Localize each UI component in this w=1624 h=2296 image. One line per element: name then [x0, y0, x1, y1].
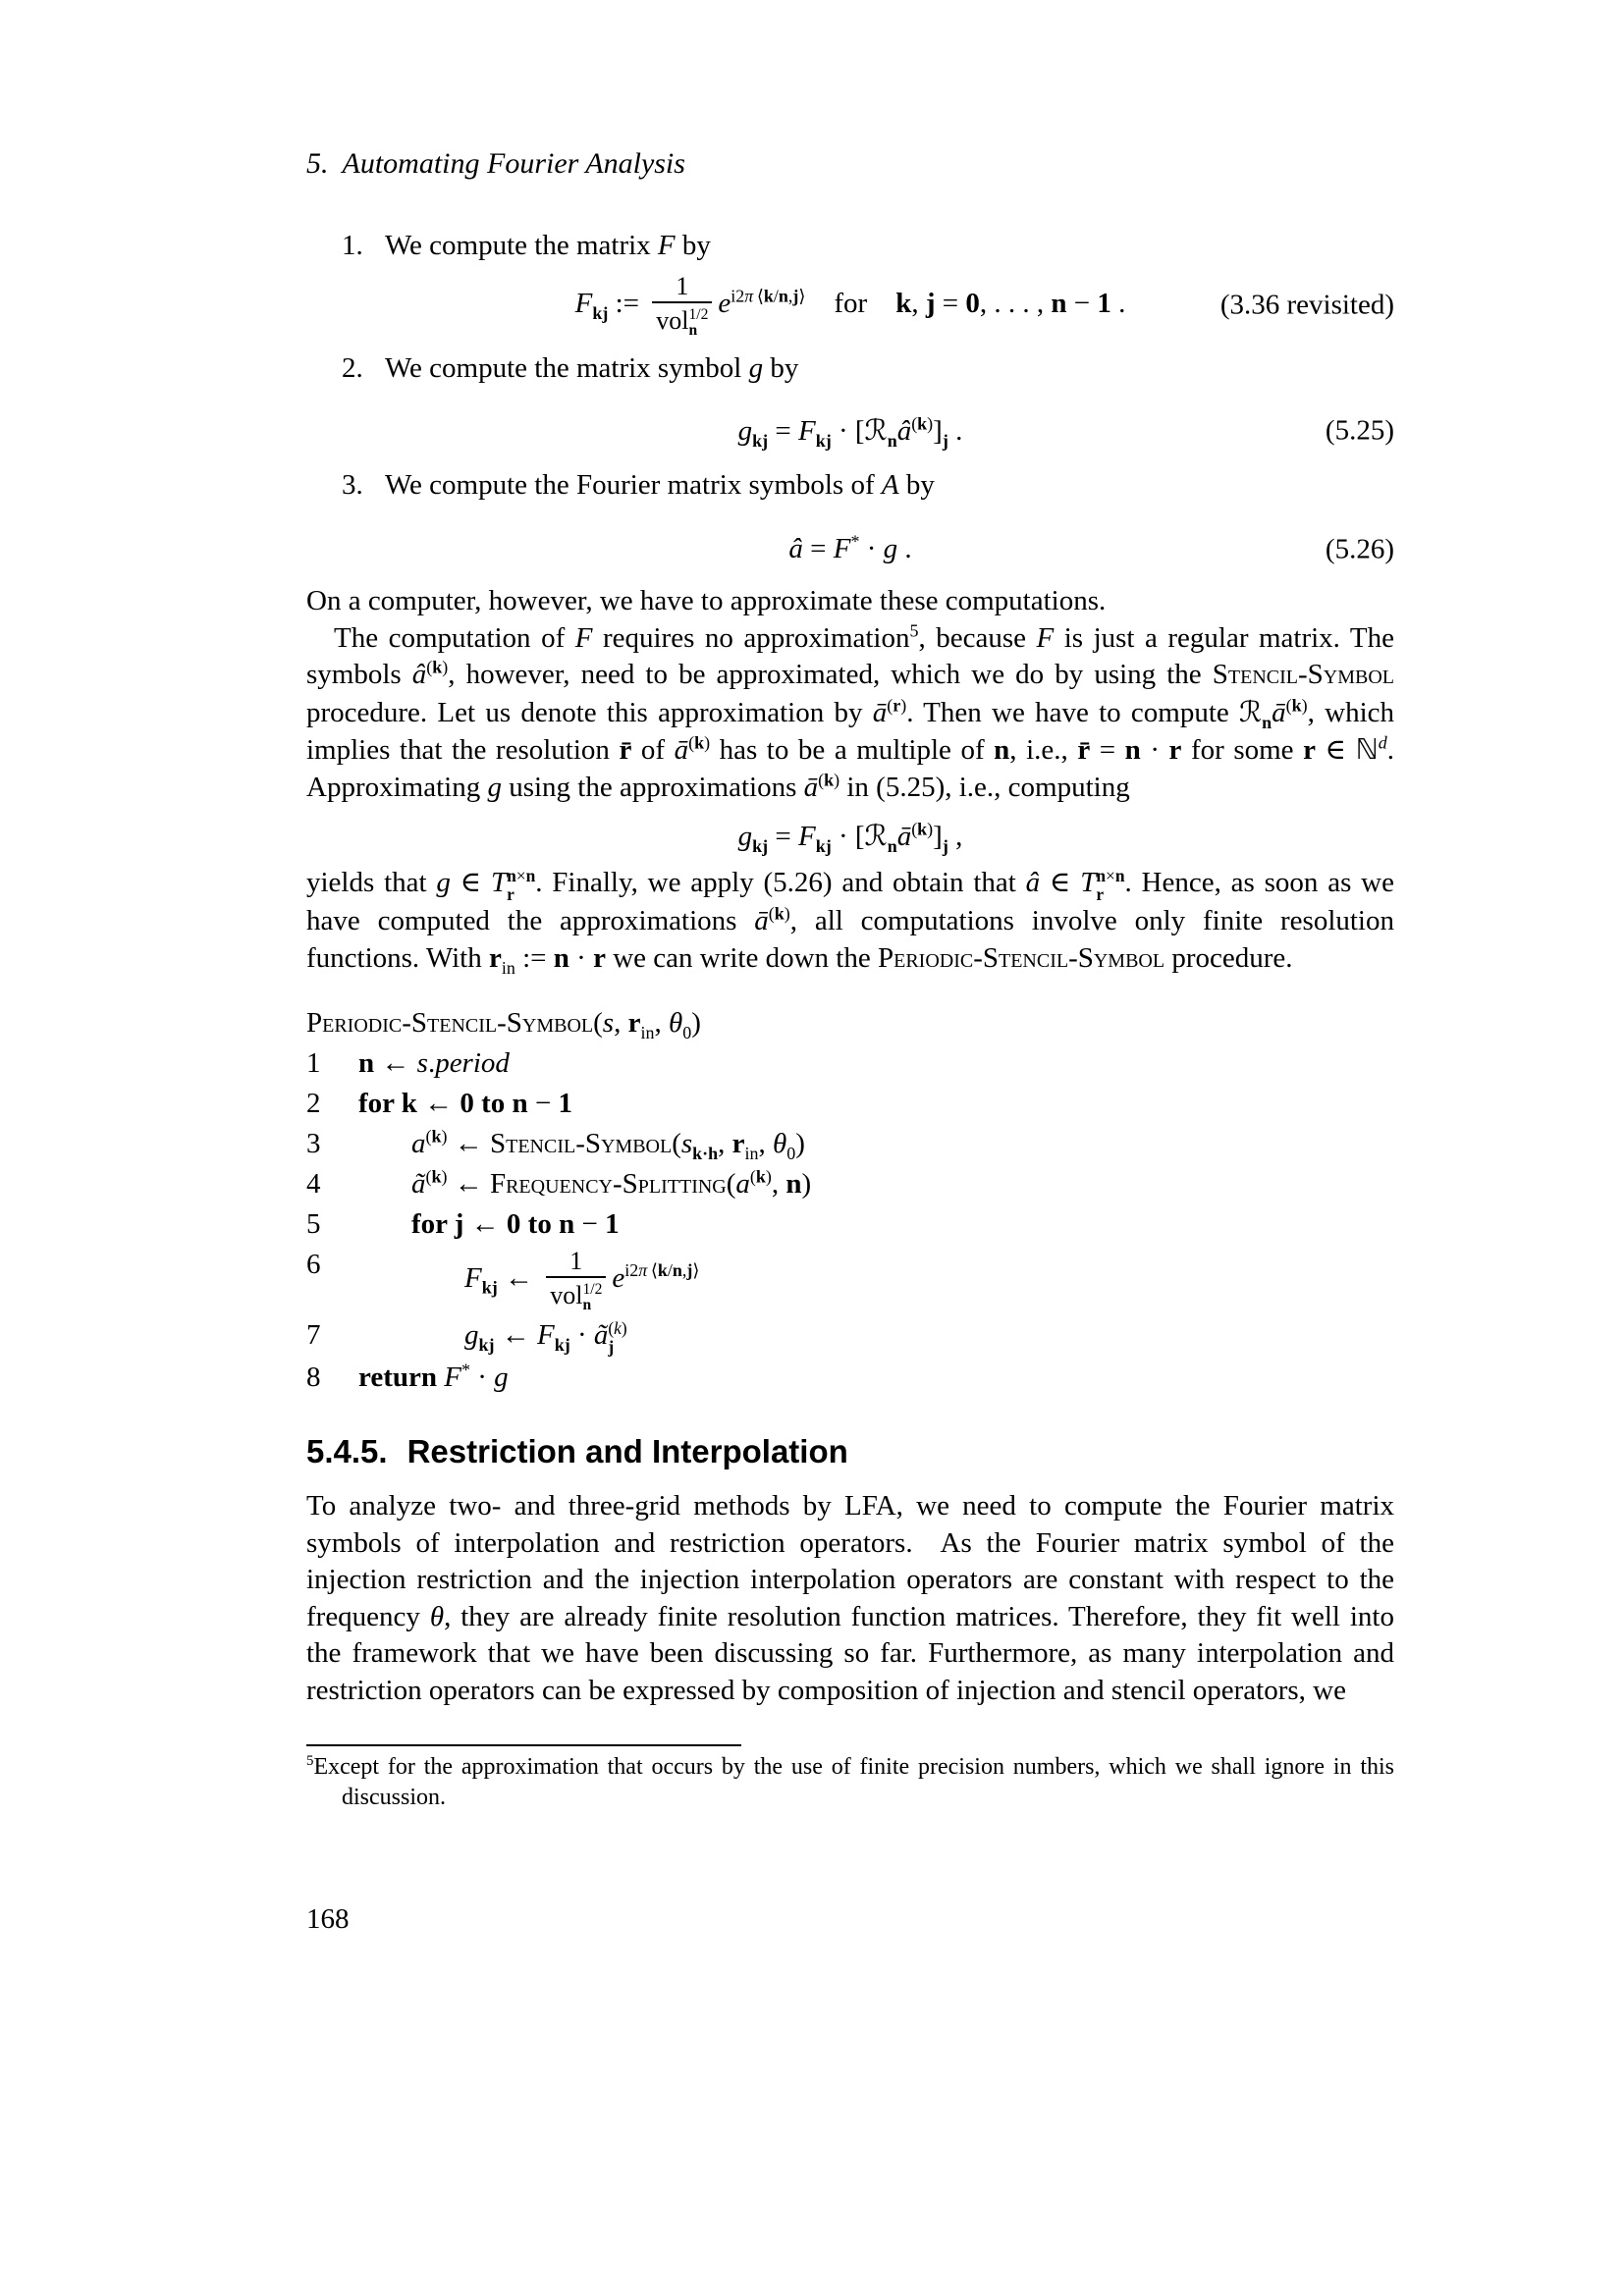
algorithm-line: [306, 1126, 1394, 1162]
page-number: 168: [306, 1903, 350, 1935]
equation-526-body: â = F* · g .: [788, 531, 912, 565]
algorithm-line: [306, 1317, 1394, 1356]
algorithm-periodic-stencil-symbol: [306, 1004, 1394, 1396]
algorithm-line-number: 3: [306, 1128, 321, 1159]
algorithm-line-code: $F_{kj}$ ← 1 vol 1/2 n $e^{i2\pi ⟨k/n,j⟩}$: [464, 1247, 700, 1314]
algorithm-line: [306, 1045, 1394, 1082]
paragraph-2: The computation of F requires no approximation$^5$, because F is just a regular matrix. The symbols $â^{(k)}$, however, need to be approximated, which we do by using the Stencil-Symbol procedure. Let us denote this approximation by $ā^{(r)}$. Then we have to compute $ℛ_nā^{(k)}$, which implies that the resolution r̄ of $ā^{(k)}$ has to be a multiple of n, i.e., r̄ = n · r for some r ∈ ℕ$^d$. Approximating g using the approximations $ā^{(k)}$ in (5.25), i.e., computing: [306, 620, 1395, 803]
algorithm-line-number: 1: [306, 1047, 321, 1079]
algorithm-line: [306, 1360, 1394, 1396]
algorithm-line-number: 5: [306, 1208, 321, 1240]
algorithm-line-number: 7: [306, 1319, 321, 1352]
equation-336: [306, 272, 1394, 339]
equation-336-tag: (3.36 revisited): [1219, 289, 1394, 321]
section-heading: [306, 1431, 1394, 1472]
equation-336-body: $F_{kj}$ := 1 vol 1/2 n $e^{i2\pi ⟨k/n,j⟩}$ for k, j = 0, . . . , n − 1 .: [574, 272, 1126, 340]
equation-unnumbered: [306, 818, 1394, 855]
list-item-1: [342, 228, 1394, 264]
algorithm-line-code: n ← s.period: [358, 1047, 510, 1079]
algorithm-line-code: $ã^{(k)}$ ← Frequency-$Splitting(a^{(k)}$, n): [411, 1166, 812, 1200]
algorithm-line: [306, 1086, 1394, 1122]
running-header: [306, 145, 1394, 183]
list-item-1-number: 1.: [342, 230, 363, 261]
chapter-title: Automating Fourier Analysis: [342, 147, 685, 180]
algorithm-line-code: return F* · g: [358, 1360, 509, 1393]
list-item-1-text: We compute the matrix F by: [385, 230, 711, 261]
list-item-2-number: 2.: [342, 352, 363, 385]
text-column: [306, 0, 1394, 1936]
algorithm-line-number: 2: [306, 1088, 321, 1119]
list-item-3-text: We compute the Fourier matrix symbols of A by: [385, 469, 935, 502]
algorithm-line: [306, 1247, 1394, 1313]
list-item-3-number: 3.: [342, 469, 363, 502]
paragraph-1: On a computer, however, we have to approximate these computations.: [306, 585, 1107, 617]
chapter-number: 5.: [306, 147, 329, 180]
equation-525-tag: (5.25): [1325, 414, 1394, 447]
algorithm-line-code: for k ← 0 to n − 1: [358, 1088, 573, 1119]
algorithm-line-number: 4: [306, 1168, 321, 1200]
equation-525: [306, 412, 1394, 450]
section-number: 5.4.5.: [306, 1433, 388, 1469]
equation-unnumbered-body: $g_{kj} = F_{kj}$ · $[ℛ_nā^{(k)}]_j$ ,: [737, 819, 963, 857]
algorithm-line-code: $a^{(k)}$ ← Stencil-$Symbol(s_{k\cdot h}$, $r_{in}$, $\theta_0$): [411, 1126, 805, 1163]
paragraph-4: To analyze two- and three-grid methods by LFA, we need to compute the Fourier matrix symbols of interpolation and restriction operators. As the Fourier matrix symbol of the injection restriction and the injection interpolation operators are constant with respect to the frequency θ, they are already finite resolution function matrices. Therefore, they fit well into the framework that we have been discussing so far. Furthermore, as many interpolation and restriction operators can be expressed by composition of injection and stencil operators, we: [306, 1490, 1394, 1706]
section-title: Restriction and Interpolation: [406, 1433, 848, 1469]
equation-526-tag: (5.26): [1325, 533, 1394, 565]
algorithm-line: [306, 1166, 1394, 1202]
algorithm-title: Periodic-Stencil-Symbol(s, $r_{in}$, $\theta_0$): [306, 1007, 701, 1042]
list-item-2-text: We compute the matrix symbol g by: [385, 352, 799, 385]
footnote: $^5$Except for the approximation that occurs by the use of finite precision numbers, which we shall ignore in this discussion.: [306, 1753, 1394, 1810]
algorithm-line-number: 8: [306, 1362, 321, 1393]
list-item-3: [342, 467, 1394, 504]
list-item-2: [342, 350, 1394, 387]
algorithm-line-code: for j ← 0 to n − 1: [411, 1208, 620, 1240]
equation-525-body: $g_{kj} = F_{kj}$ · $[ℛ_nâ^{(k)}]_j$ .: [737, 413, 963, 452]
paragraph-3: yields that g ∈ T n×n r . Finally, we apply (5.26) and obtain that â ∈ T n×n r . Hence, as soon as we have computed the approximations $ā^{(k)}$, all computations involve only finite resolution functions. With $r_{in}$ := n · r we can write down the Periodic-Stencil-Symbol procedure.: [306, 866, 1394, 978]
algorithm-line: [306, 1206, 1394, 1243]
algorithm-line-number: 6: [306, 1249, 321, 1280]
equation-526: [306, 531, 1394, 567]
footnote-rule: [306, 1744, 741, 1746]
algorithm-line-code: $g_{kj}$ ← $F_{kj}$ · ã (k) j: [464, 1318, 627, 1357]
